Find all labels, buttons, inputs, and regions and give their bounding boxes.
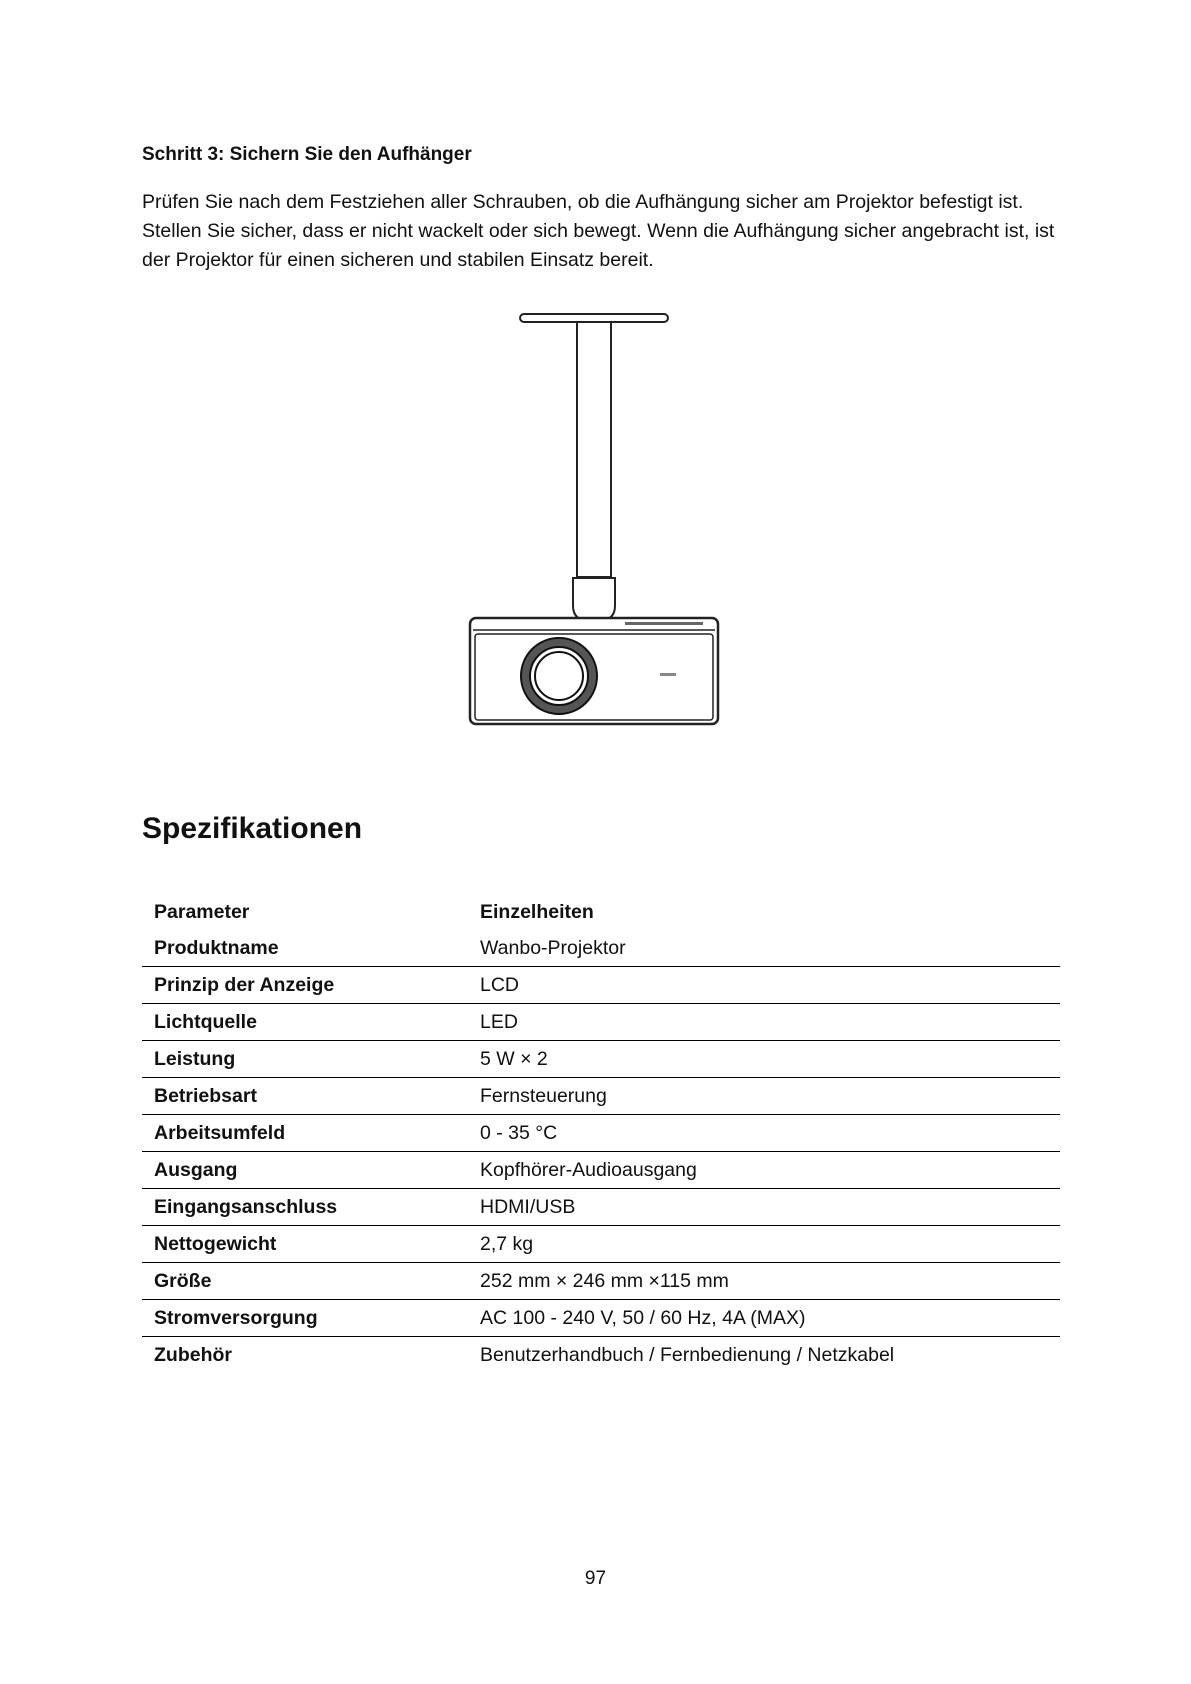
header-details: Einzelheiten [480,900,594,923]
row-value: 0 - 35 °C [480,1121,558,1144]
page-number: 97 [584,1568,607,1589]
row-value: HDMI/USB [480,1195,576,1218]
row-value: Wanbo-Projektor [480,936,626,959]
row-value: LCD [480,973,520,996]
row-value: Benutzerhandbuch / Fernbedienung / Netzkabel [480,1343,895,1366]
table-header-row [142,894,1060,930]
row-value: Fernsteuerung [480,1084,607,1107]
row-parameter: Größe [154,1269,212,1292]
row-parameter: Nettogewicht [154,1232,277,1255]
table-row [142,1041,1060,1078]
mount-pole [577,322,611,577]
row-parameter: Stromversorgung [154,1306,318,1329]
table-row [142,1337,1060,1374]
step-title: Schritt 3: Sichern Sie den Aufhänger [142,144,472,165]
table-row [142,967,1060,1004]
row-parameter: Eingangsanschluss [154,1195,338,1218]
row-parameter: Leistung [154,1047,236,1070]
table-row [142,1078,1060,1115]
header-parameter: Parameter [154,900,250,923]
spec-table [142,894,1060,1373]
row-parameter: Ausgang [154,1158,238,1181]
ceiling-plate [520,314,668,322]
row-parameter: Lichtquelle [154,1010,257,1033]
table-row [142,1004,1060,1041]
table-row [142,1115,1060,1152]
row-parameter: Produktname [154,936,279,959]
row-value: 252 mm × 246 mm ×115 mm [480,1269,729,1292]
step-body: Prüfen Sie nach dem Festziehen aller Schrauben, ob die Aufhängung sicher am Projektor befestigt ist. Stellen Sie sicher, dass er nicht wackelt oder sich bewegt. Wenn die Aufhängung sicher angebracht ist, ist der Projektor für einen sicheren und stabilen Einsatz bereit. [142,191,1055,271]
row-parameter: Arbeitsumfeld [154,1121,286,1144]
brand-logo [660,673,676,676]
table-row [142,930,1060,967]
table-row [142,1189,1060,1226]
row-value: 5 W × 2 [480,1047,548,1070]
projector-ceiling-mount-illustration [465,310,725,730]
pole-cap [573,578,615,622]
row-parameter: Betriebsart [154,1084,257,1107]
row-parameter: Prinzip der Anzeige [154,973,335,996]
section-title: Spezifikationen [142,812,363,845]
row-parameter: Zubehör [154,1343,232,1366]
table-row [142,1152,1060,1189]
row-value: LED [480,1010,518,1033]
table-row [142,1263,1060,1300]
row-value: Kopfhörer-Audioausgang [480,1158,697,1181]
row-value: 2,7 kg [480,1232,534,1255]
table-row [142,1226,1060,1263]
lens-inner [535,652,583,700]
table-row [142,1300,1060,1337]
row-value: AC 100 - 240 V, 50 / 60 Hz, 4A (MAX) [480,1306,806,1329]
